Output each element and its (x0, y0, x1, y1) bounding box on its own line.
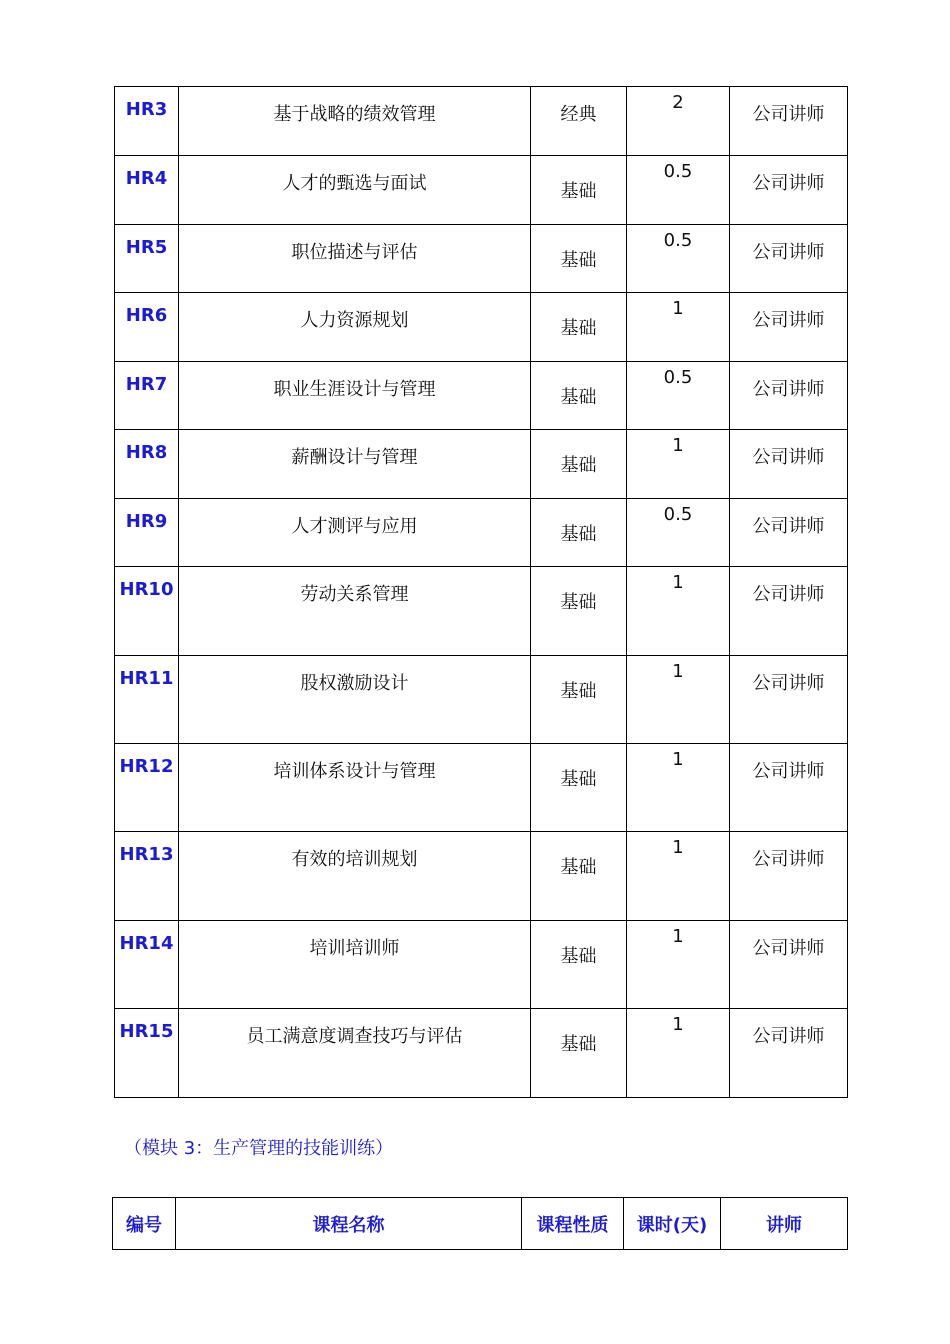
course-days: 1 (627, 567, 730, 656)
course-type: 基础 (531, 656, 627, 744)
course-name: 培训体系设计与管理 (179, 744, 531, 832)
course-type: 基础 (531, 293, 627, 362)
header-course-name: 课程名称 (176, 1198, 522, 1250)
course-code: HR9 (115, 499, 179, 567)
course-type: 基础 (531, 156, 627, 225)
course-name: 培训培训师 (179, 921, 531, 1009)
course-code: HR10 (115, 567, 179, 656)
course-lecturer: 公司讲师 (730, 744, 848, 832)
table-row (115, 567, 848, 656)
course-lecturer: 公司讲师 (730, 832, 848, 921)
course-code: HR3 (115, 87, 179, 156)
table-row (115, 87, 848, 156)
course-days: 1 (627, 1009, 730, 1098)
course-lecturer: 公司讲师 (730, 656, 848, 744)
course-type: 基础 (531, 1009, 627, 1098)
course-days: 0.5 (627, 156, 730, 225)
course-lecturer: 公司讲师 (730, 362, 848, 430)
course-days: 0.5 (627, 362, 730, 430)
course-type: 基础 (531, 567, 627, 656)
course-lecturer: 公司讲师 (730, 87, 848, 156)
course-type: 基础 (531, 921, 627, 1009)
table-row (115, 921, 848, 1009)
course-name: 人才测评与应用 (179, 499, 531, 567)
course-name: 薪酬设计与管理 (179, 430, 531, 499)
module-3-table-header (112, 1197, 848, 1250)
course-name: 人力资源规划 (179, 293, 531, 362)
course-type: 基础 (531, 362, 627, 430)
course-days: 0.5 (627, 499, 730, 567)
course-lecturer: 公司讲师 (730, 921, 848, 1009)
course-days: 1 (627, 832, 730, 921)
course-name: 股权激励设计 (179, 656, 531, 744)
course-code: HR5 (115, 225, 179, 293)
course-type: 基础 (531, 744, 627, 832)
table-row (115, 499, 848, 567)
course-name: 职位描述与评估 (179, 225, 531, 293)
course-days: 1 (627, 293, 730, 362)
course-lecturer: 公司讲师 (730, 225, 848, 293)
table-row (115, 832, 848, 921)
course-type: 基础 (531, 225, 627, 293)
course-code: HR15 (115, 1009, 179, 1098)
course-code: HR14 (115, 921, 179, 1009)
header-code: 编号 (113, 1198, 176, 1250)
course-lecturer: 公司讲师 (730, 293, 848, 362)
course-lecturer: 公司讲师 (730, 1009, 848, 1098)
course-code: HR13 (115, 832, 179, 921)
course-name: 员工满意度调查技巧与评估 (179, 1009, 531, 1098)
header-lecturer: 讲师 (721, 1198, 848, 1250)
course-days: 1 (627, 430, 730, 499)
course-table (114, 86, 848, 1098)
table-row (115, 225, 848, 293)
header-course-type: 课程性质 (522, 1198, 624, 1250)
course-code: HR6 (115, 293, 179, 362)
course-name: 劳动关系管理 (179, 567, 531, 656)
course-days: 1 (627, 744, 730, 832)
course-lecturer: 公司讲师 (730, 499, 848, 567)
course-name: 职业生涯设计与管理 (179, 362, 531, 430)
course-lecturer: 公司讲师 (730, 430, 848, 499)
table-row (115, 1009, 848, 1098)
course-days: 0.5 (627, 225, 730, 293)
course-days: 1 (627, 656, 730, 744)
header-row (113, 1198, 848, 1250)
course-code: HR7 (115, 362, 179, 430)
course-type: 基础 (531, 430, 627, 499)
table-row (115, 293, 848, 362)
table-row (115, 656, 848, 744)
table-row (115, 156, 848, 225)
course-type: 基础 (531, 832, 627, 921)
header-days: 课时(天) (624, 1198, 721, 1250)
course-type: 基础 (531, 499, 627, 567)
table-row (115, 362, 848, 430)
course-name: 有效的培训规划 (179, 832, 531, 921)
table-row (115, 430, 848, 499)
course-code: HR4 (115, 156, 179, 225)
course-days: 2 (627, 87, 730, 156)
course-lecturer: 公司讲师 (730, 567, 848, 656)
course-code: HR12 (115, 744, 179, 832)
course-type: 经典 (531, 87, 627, 156)
course-code: HR11 (115, 656, 179, 744)
course-lecturer: 公司讲师 (730, 156, 848, 225)
course-name: 人才的甄选与面试 (179, 156, 531, 225)
table-row (115, 744, 848, 832)
course-days: 1 (627, 921, 730, 1009)
module-3-title: （模块 3：生产管理的技能训练） (124, 1138, 394, 1159)
course-name: 基于战略的绩效管理 (179, 87, 531, 156)
course-code: HR8 (115, 430, 179, 499)
